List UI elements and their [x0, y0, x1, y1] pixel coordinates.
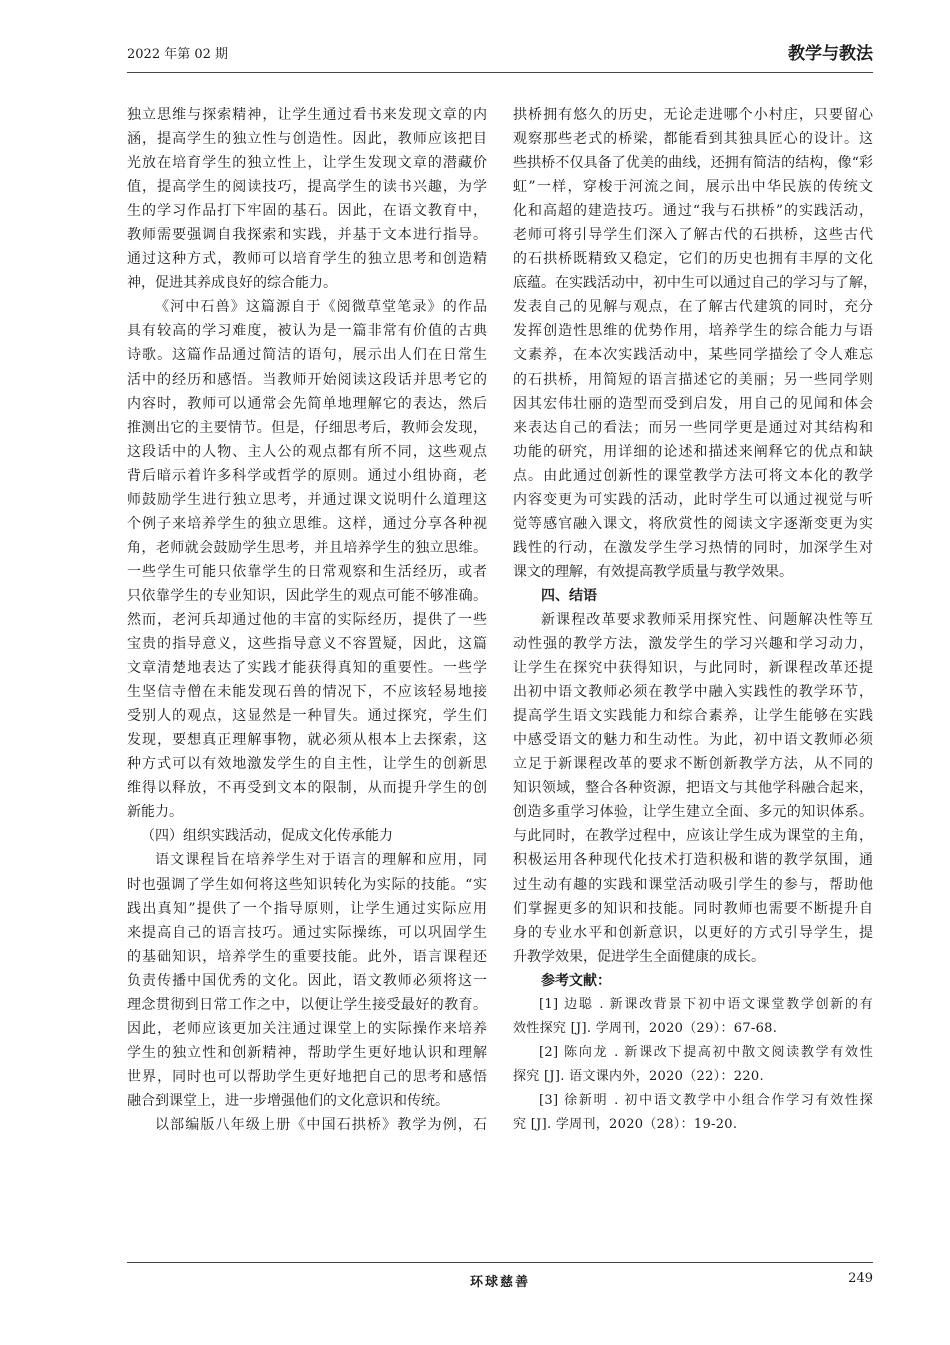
text-line: [2] 陈向龙 . 新课改下提高初中散文阅读教学有效性: [539, 1044, 873, 1060]
text-line: 发表自己的见解与观点，在了解古代建筑的同时，充分: [513, 299, 873, 316]
text-line: 文章清楚地表达了实践才能获得真知的重要性。一些学: [127, 660, 487, 677]
text-line: 让学生在探究中获得知识，与此同时，新课程改革还提: [513, 660, 873, 677]
text-line: 值，提高学生的阅读技巧，提高学生的读书兴趣，为学: [127, 179, 487, 196]
text-line: 个例子来培养学生的独立思维。这样，通过分享各种视: [127, 515, 487, 532]
text-line: 们掌握更多的知识和技能。同时教师也需要不断提升自: [513, 900, 873, 917]
text-line: 效性探究 [J]. 学周刊，2020（29）：67-68.: [513, 1020, 778, 1036]
text-line: 点。由此通过创新性的课堂教学方法可将文本化的教学: [513, 467, 873, 484]
text-line: 语文课程旨在培养学生对于语言的理解和应用，同: [155, 852, 487, 869]
paragraph: [127, 1113, 487, 1137]
text-line: 来表达自己的看法；而另一些同学更是通过对其结构和: [513, 419, 873, 436]
text-line: 化和高超的建造技巧。通过“我与石拱桥”的实践活动，: [513, 203, 873, 220]
text-line: 拱桥拥有悠久的历史，无论走进哪个小村庄，只要留心: [513, 107, 873, 123]
text-line: 观察那些老式的桥梁，都能看到其独具匠心的设计。这: [513, 131, 873, 148]
paragraph: [127, 103, 487, 295]
text-line: 创造多重学习体验，让学生建立全面、多元的知识体系。: [513, 804, 873, 821]
text-line: 通过这种方式，教师可以培育学生的独立思考和创造精: [127, 251, 487, 268]
text-line: 新能力。: [127, 804, 183, 821]
text-line: 神，促进其养成良好的综合能力。: [127, 275, 337, 292]
text-line: 升教学效果，促进学生全面健康的成长。: [513, 948, 765, 965]
text-line: 世界，同时也可以帮助学生更好地把自己的思考和感悟: [127, 1068, 487, 1085]
text-line: 受别人的观点，这显然是一种冒失。通过探究，学生们: [127, 708, 487, 725]
text-line: 活中的经历和感悟。当教师开始阅读这段话并思考它的: [127, 371, 487, 388]
text-line: 过生动有趣的实践和课堂活动吸引学生的参与，帮助他: [513, 876, 873, 893]
page-number: 249: [848, 1271, 873, 1286]
paragraph: [127, 295, 487, 824]
text-line: 提高学生语文实践能力和综合素养，让学生能够在实践: [513, 708, 873, 725]
text-line: 些拱桥不仅具备了优美的曲线，还拥有简洁的结构，像“彩: [513, 155, 873, 172]
text-line: 融合到课堂上，进一步增强他们的文化意识和传统。: [127, 1092, 449, 1109]
text-line: 践性的行动，在激发学生学习热情的同时，加深学生对: [513, 539, 873, 556]
header-rule: [127, 72, 873, 73]
text-line: 教师需要强调自我探索和实践，并基于文本进行指导。: [127, 227, 487, 244]
text-line: 这段话中的人物、主人公的观点都有所不同，这些观点: [127, 443, 487, 460]
text-line: 诗歌。这篇作品通过简洁的语句，展示出人们在日常生: [127, 347, 487, 364]
text-line: 出初中语文教师必须在教学中融入实践性的教学环节，: [513, 684, 873, 701]
text-line: [3] 徐新明 . 初中语文教学中小组合作学习有效性探: [539, 1092, 873, 1108]
footer-rule: [127, 1262, 873, 1263]
text-line: 来提高自己的语言技巧。通过实际操练，可以巩固学生: [127, 924, 487, 941]
text-line: 背后暗示着许多科学或哲学的原则。通过小组协商，老: [127, 467, 487, 484]
reference-entry: [513, 993, 873, 1041]
text-line: 发挥创造性思维的优势作用，培养学生的综合能力与语: [513, 323, 873, 340]
text-line: 究 [J]. 学周刊，2020（28）：19-20.: [513, 1116, 738, 1132]
text-line: [1] 边聪 . 新课改背景下初中语文课堂教学创新的有: [539, 996, 873, 1012]
text-line: 老师可将引导学生们深入了解古代的石拱桥，这些古代: [513, 227, 873, 244]
text-line: 宝贵的指导意义，这些指导意义不容置疑，因此，这篇: [127, 636, 487, 653]
text-line: 立足于新课程改革的要求不断创新教学方法，从不同的: [513, 756, 873, 773]
right-column: [513, 103, 877, 1137]
text-line: 角，老师就会鼓励学生思考，并且培养学生的独立思维。: [127, 539, 487, 556]
text-line: 一些学生可能只依靠学生的日常观察和生活经历，或者: [127, 563, 487, 580]
text-line: 觉等感官融入课文，将欣赏性的阅读文字逐渐变更为实: [513, 515, 873, 532]
text-line: 负责传播中国优秀的文化。因此，语文教师必须将这一: [127, 972, 487, 989]
text-line: 具有较高的学习难度，被认为是一篇非常有价值的古典: [127, 323, 487, 340]
text-line: 文素养，在本次实践活动中，某些同学描绘了令人难忘: [513, 347, 873, 364]
text-line: 知识领域，整合各种资源，把语文与其他学科融合起来，: [513, 780, 873, 797]
text-line: 功能的研究，用详细的论述和描述来阐释它的优点和缺: [513, 443, 873, 460]
text-line: 以部编版八年级上册《中国石拱桥》教学为例，石: [155, 1116, 487, 1133]
text-line: 新课程改革要求教师采用探究性、问题解决性等互: [541, 611, 873, 628]
text-line: 只依靠学生的专业知识，因此学生的观点可能不够准确。: [127, 587, 487, 604]
text-line: 中感受语文的魅力和生动性。为此，初中语文教师必须: [513, 732, 873, 749]
text-line: 的石拱桥既精致又稳定，它们的历史也拥有丰厚的文化: [513, 251, 873, 268]
text-line: 虹”一样，穿梭于河流之间，展示出中华民族的传统文: [513, 179, 873, 196]
text-line: 光放在培育学生的独立性上，让学生发现文章的潜藏价: [127, 155, 487, 172]
text-line: 学生的独立性和创新精神，帮助学生更好地认识和理解: [127, 1044, 487, 1061]
text-line: 探究 [J]. 语文课内外，2020（22）：220.: [513, 1068, 764, 1084]
text-line: 发现，要想真正理解事物，就必须从根本上去探索，这: [127, 732, 487, 749]
text-line: 身的专业水平和创新意识，以更好的方式引导学生，提: [513, 924, 873, 941]
text-line: 因其宏伟壮丽的造型而受到启发，用自己的见闻和体会: [513, 395, 873, 412]
text-line: 维得以释放，不再受到文本的限制，从而提升学生的创: [127, 780, 487, 797]
text-line: 然而，老河兵却通过他的丰富的实际经历，提供了一些: [127, 611, 487, 628]
footer-journal-name: 环球慈善: [469, 1275, 530, 1290]
reference-entry: [513, 1089, 873, 1137]
paragraph: [513, 608, 873, 969]
paragraph: [127, 848, 487, 1113]
text-line: 积极运用各种现代化技术打造积极和谐的教学氛围，通: [513, 852, 873, 869]
text-line: 生的学习作品打下牢固的基石。因此，在语文教育中，: [127, 203, 487, 220]
text-line: 的基础知识，培养学生的重要技能。此外，语言课程还: [127, 948, 487, 965]
text-line: 内容时，教师可以通常会先简单地理解它的表达，然后: [127, 395, 487, 412]
header-issue: 2022 年第 02 期: [127, 47, 229, 62]
references-heading: 参考文献：: [541, 972, 611, 989]
text-line: 涵，提高学生的独立性与创造性。因此，教师应该把目: [127, 131, 487, 148]
header-section-title: 教学与教法: [788, 44, 873, 64]
text-line: 独立思维与探索精神，让学生通过看书来发现文章的内: [127, 107, 487, 123]
text-line: 践出真知”提供了一个指导原则，让学生通过实际应用: [127, 900, 487, 917]
left-column: [127, 103, 487, 1137]
subsection-heading: （四）组织实践活动，促成文化传承能力: [141, 828, 393, 845]
text-line: 理念贯彻到日常工作之中，以便让学生接受最好的教育。: [127, 996, 487, 1013]
reference-entry: [513, 1041, 873, 1089]
text-line: 的石拱桥，用简短的语言描述它的美丽；另一些同学则: [513, 371, 873, 388]
text-line: 生坚信寺僧在未能发现石兽的情况下，不应该轻易地接: [127, 684, 487, 701]
text-line: 与此同时，在教学过程中，应该让学生成为课堂的主角，: [513, 828, 873, 845]
text-line: 底蕴。在实践活动中，初中生可以通过自己的学习与了解，: [513, 275, 877, 292]
reference-list: [513, 993, 873, 1137]
text-line: 动性强的教学方法，激发学生的学习兴趣和学习动力，: [513, 636, 873, 653]
text-line: 推测出它的主要情节。但是，仔细思考后，教师会发现，: [127, 419, 487, 436]
text-line: 《河中石兽》这篇源自于《阅微草堂笔录》的作品: [155, 299, 487, 316]
text-line: 因此，老师应该更加关注通过课堂上的实际操作来培养: [127, 1020, 487, 1037]
text-line: 师鼓励学生进行独立思考，并通过课文说明什么道理这: [127, 491, 487, 508]
text-line: 课文的理解，有效提高教学质量与教学效果。: [513, 563, 793, 580]
text-line: 内容变更为可实践的活动，此时学生可以通过视觉与听: [513, 491, 873, 508]
text-line: 时也强调了学生如何将这些知识转化为实际的技能。“实: [127, 876, 487, 893]
paragraph: [513, 103, 877, 584]
section-heading: 四、结语: [541, 587, 597, 604]
text-line: 种方式可以有效地激发学生的自主性，让学生的创新思: [127, 756, 487, 773]
